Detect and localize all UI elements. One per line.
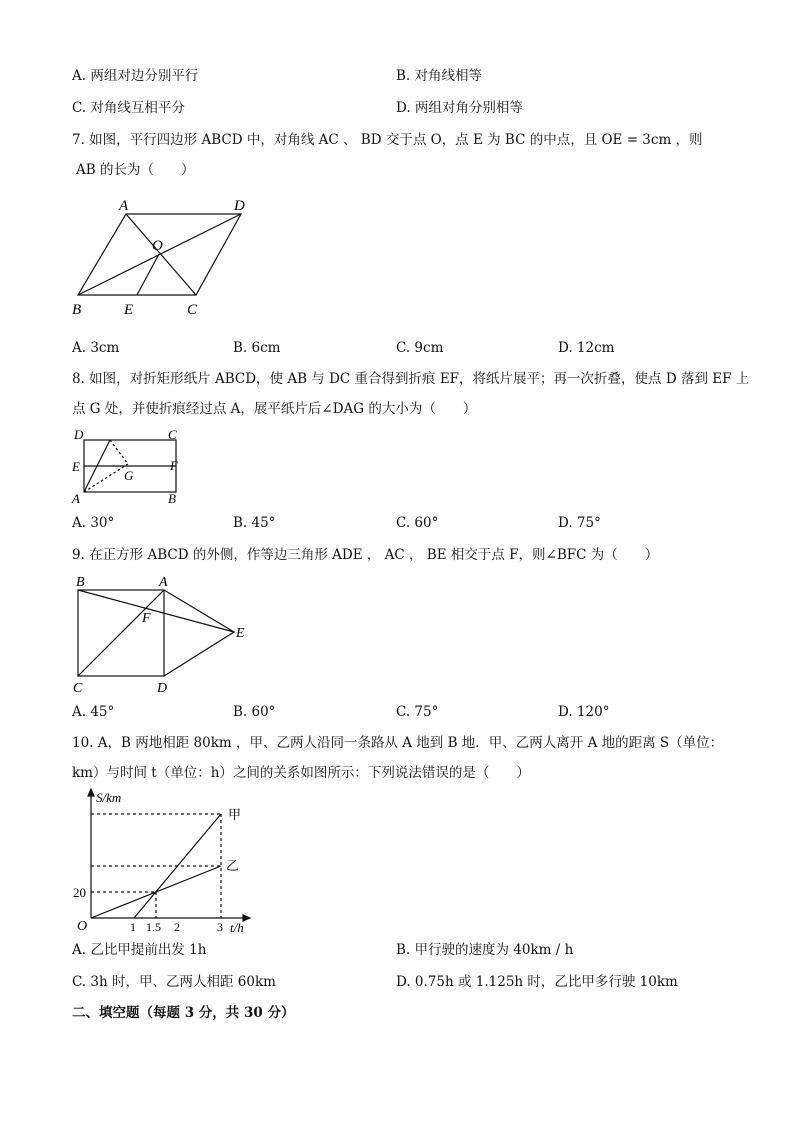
q9-option-d: D. 120° xyxy=(558,704,610,720)
q7-option-b: B. 6cm xyxy=(233,340,281,356)
q9-option-a: A. 45° xyxy=(72,704,115,720)
q9-square-triangle-figure xyxy=(66,570,256,698)
q10-label-yi: 乙 xyxy=(226,858,240,873)
q7-label-d: D xyxy=(234,198,245,214)
q10-tick-1-5: 1.5 xyxy=(146,920,161,934)
q8-label-c: C xyxy=(168,427,177,442)
q10-option-b: B. 甲行驶的速度为 40km / h xyxy=(396,942,574,958)
q9-label-c: C xyxy=(73,681,83,696)
q8-label-d: D xyxy=(74,427,84,442)
q8-stem-line1: 8. 如图，对折矩形纸片 ABCD，使 AB 与 DC 重合得到折痕 EF，将纸片展平；再一次折叠，使点 D 落到 EF 上 xyxy=(72,371,750,387)
q10-stem-line1: 10. A，B 两地相距 80km ，甲、乙两人沿同一条路从 A 地到 B 地．甲、乙两人离开 A 地的距离 S（单位： xyxy=(72,735,724,751)
q10-tick-1: 1 xyxy=(130,920,136,934)
q7-stem-line1: 7. 如图，平行四边形 ABCD 中，对角线 AC 、 BD 交于点 O，点 E 为 BC 的中点，且 OE = 3cm ，则 xyxy=(72,132,703,148)
q9-option-b: B. 60° xyxy=(233,704,276,720)
q8-label-e: E xyxy=(72,459,80,474)
q9-label-f: F xyxy=(142,611,151,626)
q6-option-c: C. 对角线互相平分 xyxy=(72,100,185,116)
q7-parallelogram-figure xyxy=(66,192,256,322)
q7-label-e: E xyxy=(124,302,134,318)
q9-label-e: E xyxy=(236,626,245,641)
q6-option-b: B. 对角线相等 xyxy=(396,68,483,84)
q9-stem: 9. 在正方形 ABCD 的外侧，作等边三角形 ADE ， AC ， BE 相交于点 F，则∠BFC 为（ ） xyxy=(72,547,659,563)
q8-stem-line2: 点 G 处，并使折痕经过点 A，展平纸片后∠DAG 的大小为（ ） xyxy=(72,401,477,417)
q7-label-o: O xyxy=(152,238,163,254)
q7-diagonal-ac xyxy=(126,214,196,295)
q8-dashed-dg xyxy=(110,440,128,464)
q7-label-c: C xyxy=(187,302,198,318)
q7-option-d: D. 12cm xyxy=(558,340,615,356)
q8-label-b: B xyxy=(168,491,176,506)
q10-x-axis-arrow xyxy=(243,915,250,921)
q9-label-a: A xyxy=(159,575,168,590)
q10-tick-3: 3 xyxy=(217,920,223,934)
q10-tick-20: 20 xyxy=(73,885,86,900)
q10-y-axis-arrow xyxy=(88,789,94,796)
q8-option-c: C. 60° xyxy=(396,515,439,531)
q8-rectangle-figure xyxy=(66,426,190,506)
q10-x-label: t/h xyxy=(230,920,244,935)
q10-stem-line2: km）与时间 t（单位：h）之间的关系如图所示：下列说法错误的是（ ） xyxy=(72,765,530,781)
q7-option-a: A. 3cm xyxy=(72,340,120,356)
q10-origin: O xyxy=(77,919,88,934)
q8-option-a: A. 30° xyxy=(72,515,115,531)
q8-label-f: F xyxy=(170,458,178,473)
q8-option-d: D. 75° xyxy=(558,515,601,531)
q7-stem-line2: AB 的长为（ ） xyxy=(76,162,195,178)
q10-option-a: A. 乙比甲提前出发 1h xyxy=(72,942,207,958)
q10-tick-2: 2 xyxy=(174,920,180,934)
q9-segment-be xyxy=(78,590,234,632)
q10-y-label: S/km xyxy=(96,790,122,805)
q7-option-c: C. 9cm xyxy=(396,340,444,356)
q9-diagonal-ac xyxy=(78,590,164,676)
q9-label-b: B xyxy=(76,575,85,590)
q8-label-g: G xyxy=(124,468,134,483)
q9-triangle-ade xyxy=(164,590,234,676)
q9-option-c: C. 75° xyxy=(396,704,439,720)
q6-option-d: D. 两组对角分别相等 xyxy=(396,100,523,116)
q10-option-d: D. 0.75h 或 1.125h 时，乙比甲多行驶 10km xyxy=(396,974,678,990)
q10-option-c: C. 3h 时，甲、乙两人相距 60km xyxy=(72,974,276,990)
q6-option-a: A. 两组对边分别平行 xyxy=(72,68,199,84)
q8-label-a: A xyxy=(72,491,80,506)
q10-label-jia: 甲 xyxy=(228,807,242,822)
q8-option-b: B. 45° xyxy=(233,515,276,531)
q7-label-a: A xyxy=(119,198,129,214)
q9-label-d: D xyxy=(157,681,168,696)
q10-distance-time-graph xyxy=(66,786,266,936)
section-2-title: 二、填空题（每题 3 分，共 30 分） xyxy=(72,1005,295,1021)
q7-label-b: B xyxy=(72,302,82,318)
